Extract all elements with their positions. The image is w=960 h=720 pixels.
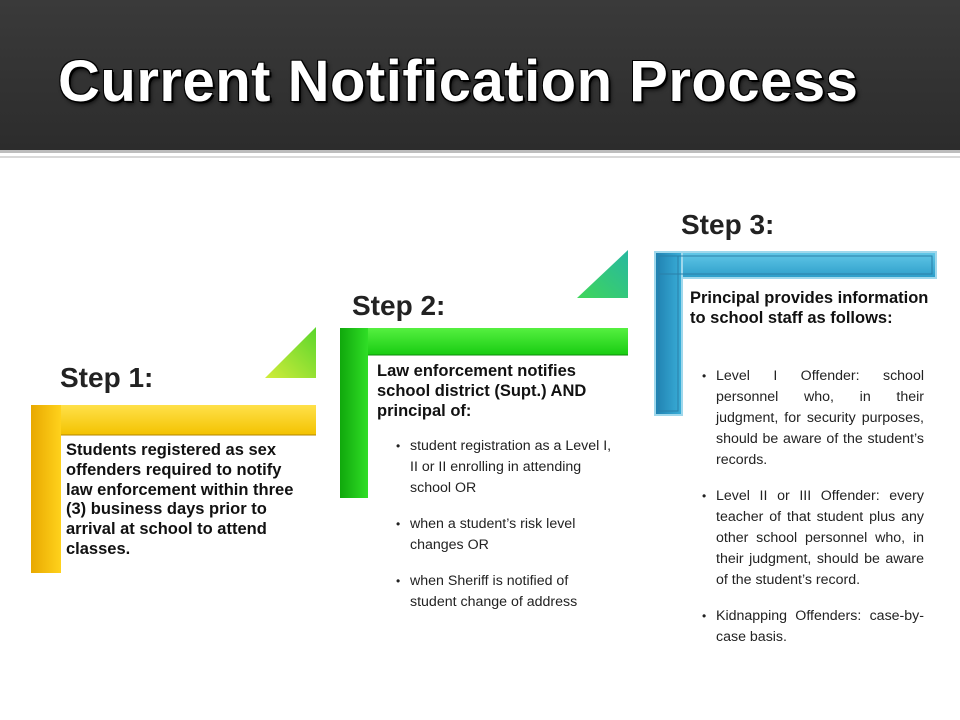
step-3-text: Principal provides information to school staff as follows: — [690, 289, 929, 327]
page-title: Current Notification Process — [58, 49, 859, 114]
step-1-heading: Step 1: — [60, 362, 154, 393]
list-item: • when Sheriff is notified of student change of address — [396, 571, 618, 613]
step-2-bullet-list — [396, 436, 618, 628]
step-3-bullet-list — [702, 366, 924, 663]
step-2-arrow-icon — [577, 250, 628, 298]
list-item: • Kidnapping Offenders: case-by-case basis. — [702, 606, 924, 648]
list-item: • Level II or III Offender: every teacher of that student plus any other school personnel who, in their judgment, should be aware of the student’s record. — [702, 486, 924, 591]
step-2-heading: Step 2: — [352, 290, 446, 321]
step-3-heading: Step 3: — [681, 209, 775, 240]
list-item: • student registration as a Level I, II or II enrolling in attending school OR — [396, 436, 618, 499]
list-item: • Level I Offender: school personnel who, in their judgment, for security purposes, should be aware of the student’s records. — [702, 366, 924, 471]
step-1-text: Students registered as sex offenders required to notify law enforcement within three (3) business days prior to arrival at school to attend classes. — [66, 441, 294, 558]
step-1-arrow-icon — [265, 327, 316, 378]
step-2-text: Law enforcement notifies school district (Supt.) AND principal of: — [377, 362, 587, 420]
list-item: • when a student’s risk level changes OR — [396, 514, 618, 556]
